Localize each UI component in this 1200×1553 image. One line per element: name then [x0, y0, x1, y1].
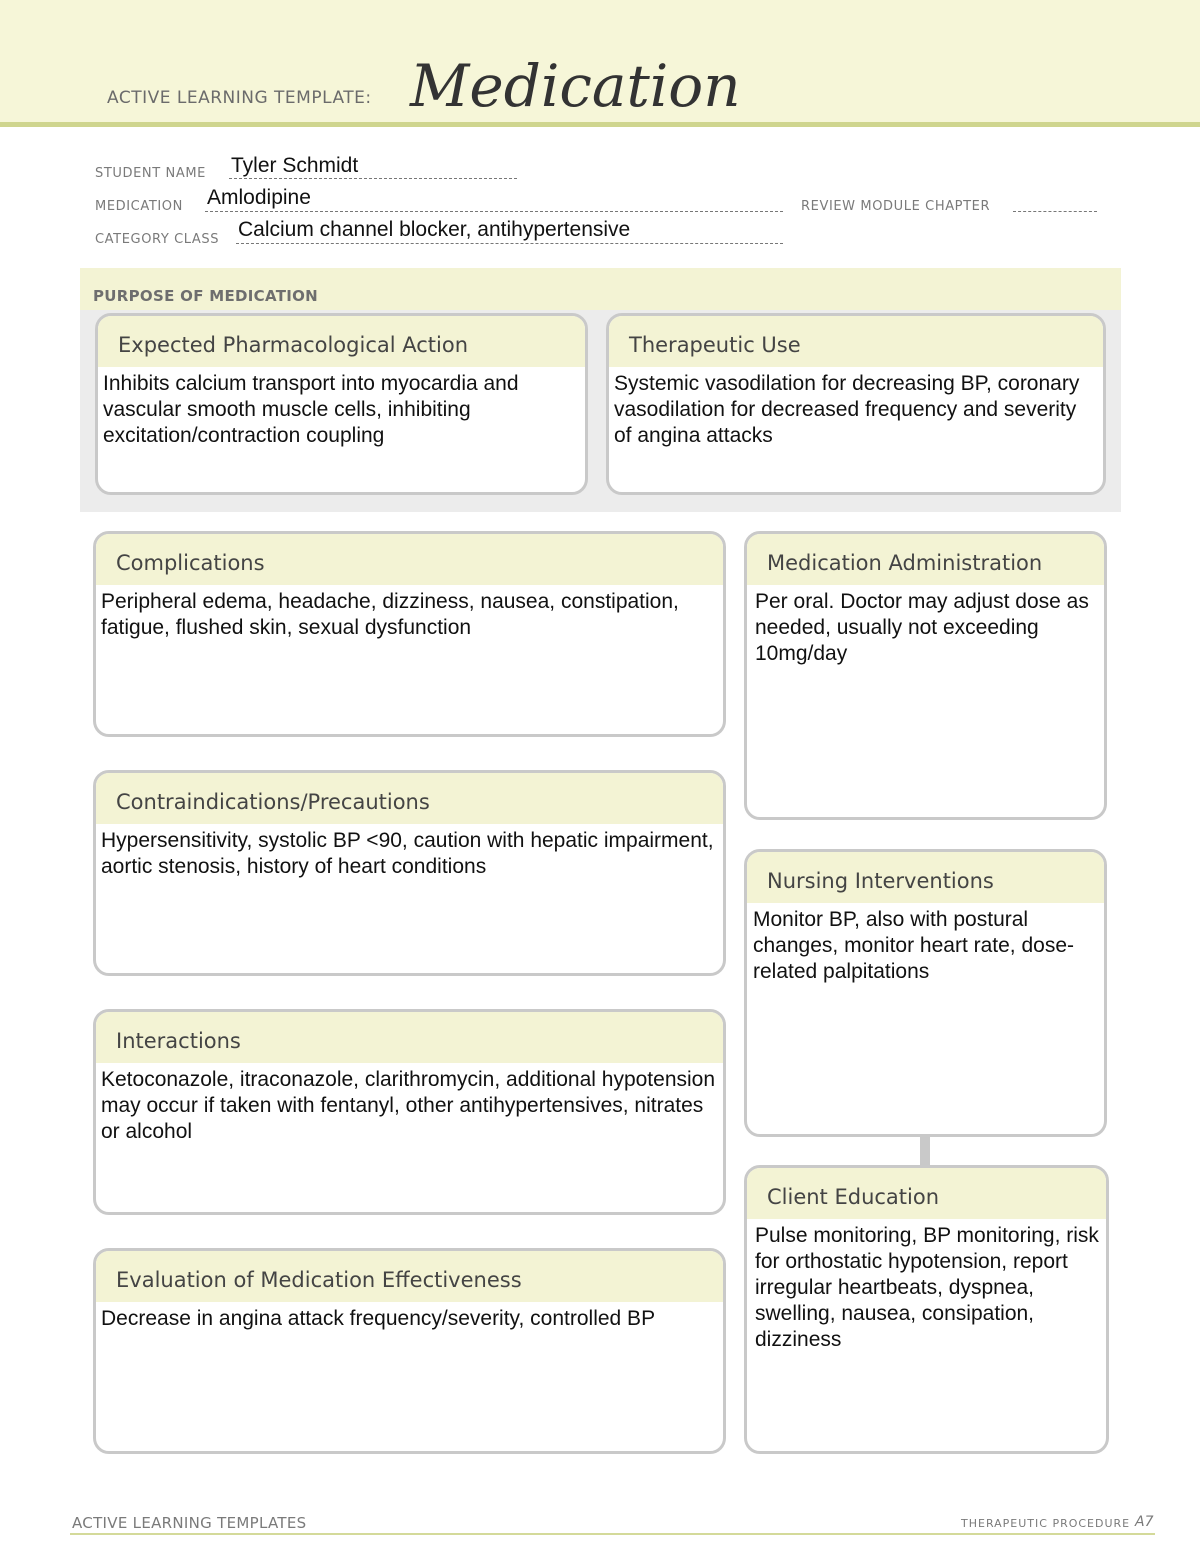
expected-action-text[interactable]: Inhibits calcium transport into myocardia and vascular smooth muscle cells, inhibiting excitation/contraction coupling	[103, 372, 519, 447]
page-title: Medication	[410, 52, 741, 120]
complications-text[interactable]: Peripheral edema, headache, dizziness, nausea, constipation, fatigue, flushed skin, sexual dysfunction	[101, 590, 679, 639]
expected-action-title: Expected Pharmacological Action	[98, 316, 585, 367]
review-module-field[interactable]	[1013, 211, 1097, 212]
category-class-label: CATEGORY CLASS	[95, 232, 220, 247]
evaluation-text[interactable]: Decrease in angina attack frequency/severity, controlled BP	[101, 1307, 656, 1330]
template-label: ACTIVE LEARNING TEMPLATE:	[107, 88, 372, 108]
nursing-interventions-card	[744, 849, 1107, 1137]
evaluation-title: Evaluation of Medication Effectiveness	[96, 1251, 723, 1302]
student-name-underline	[229, 178, 517, 179]
medication-underline	[205, 211, 783, 212]
medication-administration-title: Medication Administration	[747, 534, 1104, 585]
review-module-label: REVIEW MODULE CHAPTER	[801, 199, 991, 214]
header-divider	[0, 122, 1200, 127]
card-connector	[920, 1135, 930, 1167]
student-name-field[interactable]: Tyler Schmidt	[231, 154, 359, 177]
therapeutic-use-card	[606, 313, 1106, 495]
expected-action-card	[95, 313, 588, 495]
contraindications-card	[93, 770, 726, 976]
client-education-text[interactable]: Pulse monitoring, BP monitoring, risk for orthostatic hypotension, report irregular heartbeats, dyspnea, swelling, nausea, consipation, dizziness	[755, 1224, 1099, 1351]
contraindications-text[interactable]: Hypersensitivity, systolic BP <90, caution with hepatic impairment, aortic stenosis, history of heart conditions	[101, 829, 714, 878]
interactions-title: Interactions	[96, 1012, 723, 1063]
medication-label: MEDICATION	[95, 199, 183, 214]
medication-administration-text[interactable]: Per oral. Doctor may adjust dose as needed, usually not exceeding 10mg/day	[755, 590, 1089, 665]
footer-right-label: THERAPEUTIC PROCEDURE	[961, 1517, 1131, 1530]
interactions-card	[93, 1009, 726, 1215]
page-number: A7	[1135, 1514, 1154, 1530]
complications-title: Complications	[96, 534, 723, 585]
purpose-label: PURPOSE OF MEDICATION	[93, 287, 319, 305]
nursing-interventions-text[interactable]: Monitor BP, also with postural changes, monitor heart rate, dose-related palpitations	[753, 908, 1075, 983]
interactions-text[interactable]: Ketoconazole, itraconazole, clarithromycin, additional hypotension may occur if taken with fentanyl, other antihypertensives, nitrates or alcohol	[101, 1068, 716, 1143]
category-class-field[interactable]: Calcium channel blocker, antihypertensive	[238, 218, 631, 241]
therapeutic-use-title: Therapeutic Use	[609, 316, 1103, 367]
category-class-underline	[236, 243, 783, 244]
complications-card	[93, 531, 726, 737]
therapeutic-use-text[interactable]: Systemic vasodilation for decreasing BP, coronary vasodilation for decreased frequency and severity of angina attacks	[614, 372, 1080, 447]
evaluation-card	[93, 1248, 726, 1454]
footer-divider	[70, 1533, 1155, 1535]
client-education-card	[744, 1165, 1109, 1454]
client-education-title: Client Education	[747, 1168, 1106, 1219]
medication-administration-card	[744, 531, 1107, 820]
medication-field[interactable]: Amlodipine	[207, 186, 311, 209]
footer-left-label: ACTIVE LEARNING TEMPLATES	[72, 1514, 307, 1532]
nursing-interventions-title: Nursing Interventions	[747, 852, 1104, 903]
student-name-label: STUDENT NAME	[95, 166, 206, 181]
contraindications-title: Contraindications/Precautions	[96, 773, 723, 824]
